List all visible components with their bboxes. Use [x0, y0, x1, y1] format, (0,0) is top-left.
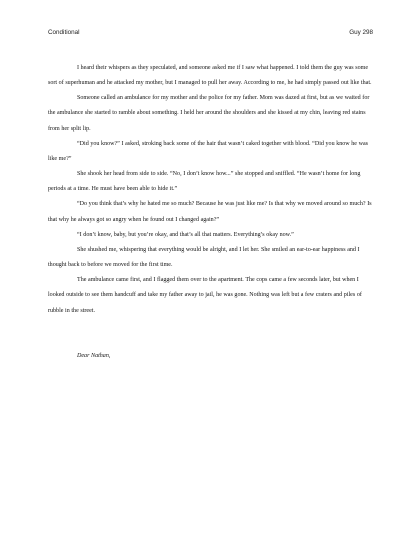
- running-header: [48, 29, 373, 41]
- paragraph: Someone called an ambulance for my mother and the police for my father. Mom was dazed at first, but as we waited for the ambulance she started to ramble about something. I held her around the shoulders and she kissed at my chin, leaving red stains from her split lip.: [48, 95, 370, 132]
- header-page-number: Guy 298: [349, 29, 373, 36]
- paragraph: She shushed me, whispering that everything would be alright, and I let her. She smiled an ear-to-ear happiness and I thought back to before we moved for the first time.: [48, 246, 360, 269]
- paragraph: “Do you think that’s why he hated me so much? Because he was just like me? Is that why we moved around so much? Is that why he always got so angry when he found out I changed again?”: [48, 201, 372, 223]
- paragraph: She shook her head from side to side. “No, I don’t know how...” she stopped and sniffled. “He wasn’t home for long periods at a time. He must have been able to hide it.”: [48, 171, 361, 193]
- letter-salutation: Dear Nathan,: [77, 352, 111, 359]
- paragraph: The ambulance came first, and I flagged them over to the apartment. The cops came a few seconds later, but when I looked outside to see them handcuff and take my father away to jail, he was gone. Nothing was left but a few craters and piles of rubble in the street.: [48, 277, 362, 314]
- header-title: Conditional: [48, 29, 80, 36]
- body-text: [48, 61, 373, 364]
- paragraph: “I don’t know, baby, but you’re okay, and that’s all that matters. Everything’s okay now.”: [77, 231, 294, 238]
- paragraph: “Did you know?” I asked, stroking back some of the hair that wasn’t caked together with blood. “Did you know he was like me?”: [48, 140, 368, 162]
- paragraph: I heard their whispers as they speculated, and someone asked me if I saw what happened. I told them the guy was some sort of superhuman and he attacked my mother, but I managed to pull her away. According to me, he had simply passed out like that.: [48, 65, 372, 87]
